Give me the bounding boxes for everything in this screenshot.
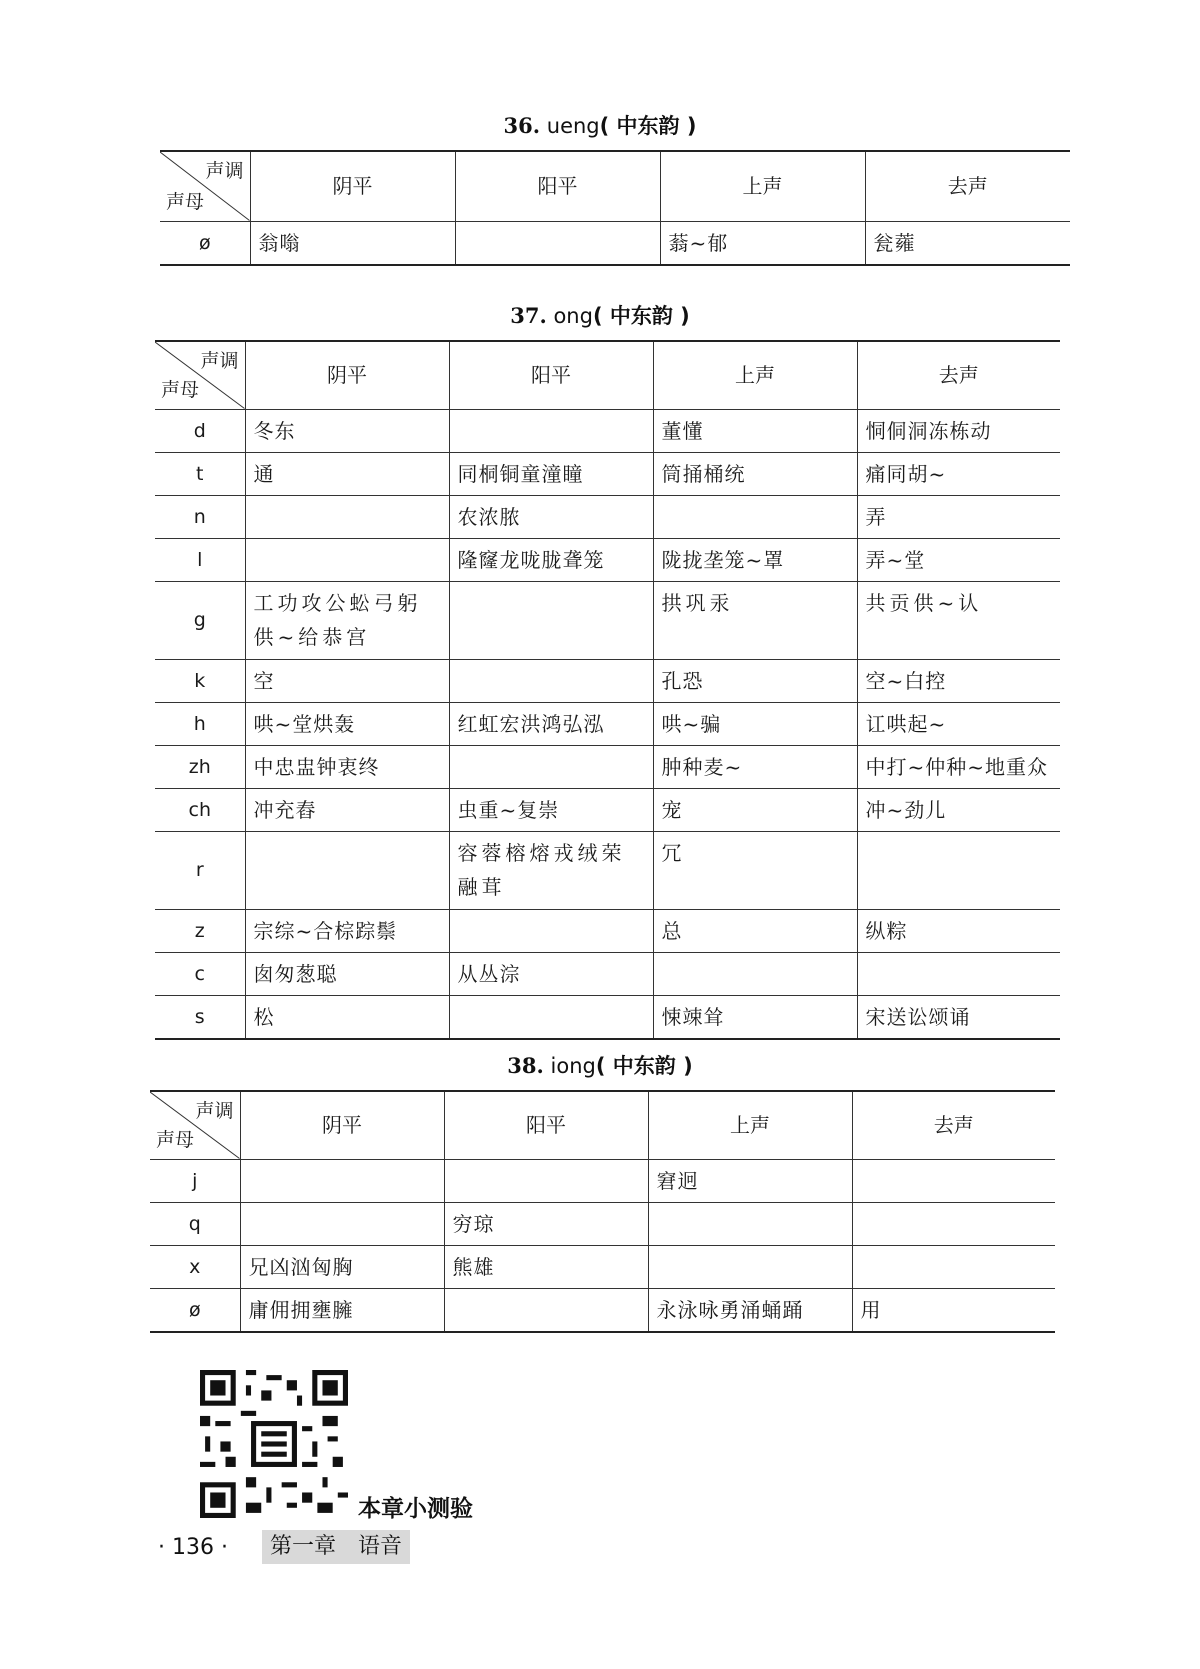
initial-cell: ø [150, 1288, 240, 1332]
char-cell: 共贡供~认 [857, 581, 1060, 659]
initial-cell: z [155, 909, 245, 952]
initial-cell: ø [160, 221, 250, 265]
initial-cell: zh [155, 745, 245, 788]
char-cell: 冗 [653, 831, 857, 909]
table-row [155, 409, 1060, 452]
table-row [155, 452, 1060, 495]
chapter-label: 第一章 语音 [262, 1530, 410, 1564]
tone-label: 声调 [200, 350, 239, 372]
char-cell: 穷琼 [444, 1202, 648, 1245]
char-cell: 宗综~合棕踪鬃 [245, 909, 449, 952]
table-row [155, 581, 1060, 659]
char-cell: 悚竦耸 [653, 995, 857, 1039]
col-qusheng: 去声 [865, 151, 1070, 221]
table-row [155, 909, 1060, 952]
char-cell: 中打~仲种~地重众 [857, 745, 1060, 788]
table-row [150, 1245, 1055, 1288]
table-row [155, 659, 1060, 702]
char-cell [648, 1245, 852, 1288]
tone-label: 声调 [205, 160, 244, 182]
char-cell [648, 1202, 852, 1245]
ueng-table [160, 150, 1070, 266]
section-number: 36. [503, 113, 541, 138]
char-cell [444, 1288, 648, 1332]
section-number: 38. [507, 1053, 544, 1078]
initial-cell: h [155, 702, 245, 745]
table-row [155, 745, 1060, 788]
char-cell: 空 [245, 659, 449, 702]
col-yangping: 阳平 [449, 341, 653, 409]
initial-cell: s [155, 995, 245, 1039]
char-cell [444, 1159, 648, 1202]
col-qusheng: 去声 [852, 1091, 1055, 1159]
char-cell: 陇拢垄笼~罩 [653, 538, 857, 581]
initial-cell: x [150, 1245, 240, 1288]
initial-cell: n [155, 495, 245, 538]
char-cell [852, 1159, 1055, 1202]
char-cell: 工功攻公蚣弓躬供~给恭宫 [245, 581, 449, 659]
qr-code-icon[interactable] [200, 1370, 348, 1518]
char-cell: 孔恐 [653, 659, 857, 702]
section-final: iong [550, 1054, 596, 1078]
table-row [155, 538, 1060, 581]
char-cell [449, 995, 653, 1039]
col-yinping: 阴平 [240, 1091, 444, 1159]
char-cell: 同桐铜童潼瞳 [449, 452, 653, 495]
section-rhyme: ( 中东韵 ) [599, 114, 697, 138]
col-yangping: 阳平 [444, 1091, 648, 1159]
char-cell: 红虹宏洪鸿弘泓 [449, 702, 653, 745]
char-cell: 冲~劲儿 [857, 788, 1060, 831]
table-row [155, 788, 1060, 831]
char-cell [653, 495, 857, 538]
char-cell: 隆窿龙咙胧聋笼 [449, 538, 653, 581]
char-cell [449, 909, 653, 952]
char-cell: 中忠盅钟衷终 [245, 745, 449, 788]
char-cell: 哄~骗 [653, 702, 857, 745]
char-cell: 从丛淙 [449, 952, 653, 995]
char-cell [240, 1159, 444, 1202]
char-cell: 肿种麦~ [653, 745, 857, 788]
char-cell: 痛同胡~ [857, 452, 1060, 495]
table-row [155, 952, 1060, 995]
char-cell: 空~白控 [857, 659, 1060, 702]
char-cell: 董懂 [653, 409, 857, 452]
char-cell: 容蓉榕熔戎绒荣融茸 [449, 831, 653, 909]
col-shangsheng: 上声 [660, 151, 865, 221]
char-cell: 恫侗洞冻栋动 [857, 409, 1060, 452]
chapter-quiz-label: 本章小测验 [358, 1496, 473, 1522]
char-cell [245, 831, 449, 909]
char-cell: 宋送讼颂诵 [857, 995, 1060, 1039]
char-cell [852, 1202, 1055, 1245]
char-cell: 兄凶汹匈胸 [240, 1245, 444, 1288]
section-rhyme: ( 中东韵 ) [592, 304, 690, 328]
char-cell: 翁嗡 [250, 221, 455, 265]
char-cell [449, 745, 653, 788]
section-36-caption [0, 110, 1200, 140]
table-row [155, 831, 1060, 909]
table-row [150, 1202, 1055, 1245]
col-yinping: 阴平 [245, 341, 449, 409]
table-row [155, 995, 1060, 1039]
char-cell: 农浓脓 [449, 495, 653, 538]
char-cell: 冬东 [245, 409, 449, 452]
char-cell [455, 221, 660, 265]
table-row [160, 221, 1070, 265]
initial-cell: l [155, 538, 245, 581]
page-number: · 136 · [158, 1535, 228, 1560]
initial-label: 声母 [161, 378, 200, 401]
initial-cell: d [155, 409, 245, 452]
char-cell [449, 659, 653, 702]
ong-table [155, 340, 1060, 1040]
initial-cell: k [155, 659, 245, 702]
section-38-caption [0, 1050, 1200, 1080]
table-row [155, 702, 1060, 745]
char-cell [449, 409, 653, 452]
char-cell [852, 1245, 1055, 1288]
iong-table [150, 1090, 1055, 1333]
char-cell: 哄~堂烘轰 [245, 702, 449, 745]
col-shangsheng: 上声 [648, 1091, 852, 1159]
char-cell: 熊雄 [444, 1245, 648, 1288]
char-cell [449, 581, 653, 659]
char-cell: 蓊~郁 [660, 221, 865, 265]
char-cell: 庸佣拥壅臃 [240, 1288, 444, 1332]
char-cell [245, 495, 449, 538]
tone-label: 声调 [195, 1100, 234, 1122]
char-cell: 虫重~复崇 [449, 788, 653, 831]
char-cell [857, 831, 1060, 909]
char-cell: 用 [852, 1288, 1055, 1332]
table-row [150, 1159, 1055, 1202]
char-cell: 弄 [857, 495, 1060, 538]
char-cell: 窘迥 [648, 1159, 852, 1202]
char-cell: 弄~堂 [857, 538, 1060, 581]
table-row [155, 495, 1060, 538]
char-cell: 永泳咏勇涌蛹踊 [648, 1288, 852, 1332]
char-cell [245, 538, 449, 581]
char-cell [857, 952, 1060, 995]
initial-label: 声母 [156, 1128, 195, 1151]
char-cell: 通 [245, 452, 449, 495]
char-cell: 宠 [653, 788, 857, 831]
initial-cell: ch [155, 788, 245, 831]
char-cell: 囱匆葱聪 [245, 952, 449, 995]
char-cell: 总 [653, 909, 857, 952]
char-cell: 筒捅桶统 [653, 452, 857, 495]
char-cell: 纵粽 [857, 909, 1060, 952]
initial-cell: g [155, 581, 245, 659]
diagonal-header [150, 1091, 240, 1159]
char-cell [653, 952, 857, 995]
char-cell: 讧哄起~ [857, 702, 1060, 745]
initial-cell: c [155, 952, 245, 995]
col-yangping: 阳平 [455, 151, 660, 221]
initial-cell: t [155, 452, 245, 495]
initial-cell: r [155, 831, 245, 909]
section-final: ong [553, 304, 593, 328]
col-shangsheng: 上声 [653, 341, 857, 409]
char-cell: 冲充舂 [245, 788, 449, 831]
char-cell: 松 [245, 995, 449, 1039]
char-cell: 拱巩汞 [653, 581, 857, 659]
initial-cell: j [150, 1159, 240, 1202]
diagonal-header [160, 151, 250, 221]
section-rhyme: ( 中东韵 ) [595, 1054, 693, 1078]
char-cell [240, 1202, 444, 1245]
initial-cell: q [150, 1202, 240, 1245]
diagonal-header [155, 341, 245, 409]
char-cell: 瓮蕹 [865, 221, 1070, 265]
section-37-caption [0, 300, 1200, 330]
initial-label: 声母 [166, 190, 205, 213]
section-number: 37. [510, 303, 547, 328]
col-qusheng: 去声 [857, 341, 1060, 409]
section-final: ueng [546, 114, 600, 138]
col-yinping: 阴平 [250, 151, 455, 221]
table-row [150, 1288, 1055, 1332]
